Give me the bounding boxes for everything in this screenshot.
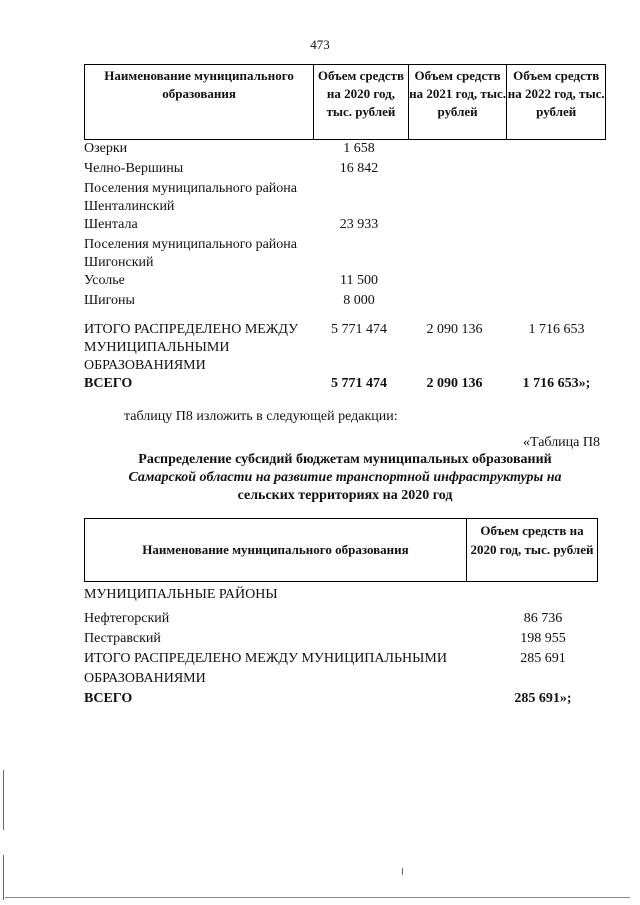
table1-header-2020: Объем средств на 2020 год, тыс. рублей bbox=[314, 65, 409, 139]
row-value: 285 691 bbox=[520, 651, 566, 666]
row-name: ИТОГО РАСПРЕДЕЛЕНО МЕЖДУ МУНИЦИПАЛЬНЫМИ ОБРАЗОВАНИЯМИ bbox=[84, 651, 447, 686]
row-value-2020: 5 771 474 bbox=[331, 322, 387, 337]
row-name: Челно-Вершины bbox=[84, 161, 184, 176]
table-row bbox=[84, 140, 606, 158]
table2-header-name: Наименование муниципального образования bbox=[85, 519, 467, 581]
total-value-2020: 5 771 474 bbox=[331, 376, 387, 391]
row-value-2020: 8 000 bbox=[343, 293, 375, 308]
row-value-2021: 2 090 136 bbox=[426, 322, 483, 337]
row-value-2020: 16 842 bbox=[339, 161, 379, 176]
table-row bbox=[84, 292, 606, 310]
row-value-2022 bbox=[507, 216, 606, 234]
row-value-2021 bbox=[402, 140, 507, 158]
section-heading bbox=[84, 585, 598, 605]
page-number: 473 bbox=[310, 37, 330, 52]
row-value-2021 bbox=[402, 216, 507, 234]
row-name: Усолье bbox=[84, 273, 125, 288]
caption-line-3: сельских территориях на 2020 год bbox=[237, 488, 453, 503]
row-value-2021 bbox=[402, 236, 507, 272]
section-label: МУНИЦИПАЛЬНЫЕ РАЙОНЫ bbox=[84, 587, 278, 602]
row-value-2021 bbox=[402, 292, 507, 310]
table1-header-2021: Объем средств на 2021 год, тыс. рублей bbox=[409, 65, 508, 139]
row-value-2022 bbox=[507, 236, 606, 272]
table1-header-2022: Объем средств на 2022 год, тыс. рублей bbox=[507, 68, 605, 119]
table-row-total bbox=[84, 375, 606, 393]
row-value-2020: 11 500 bbox=[340, 273, 378, 288]
total-value-2021: 2 090 136 bbox=[426, 376, 483, 391]
row-value-2020 bbox=[316, 236, 402, 272]
table-row bbox=[84, 236, 606, 272]
table-label: «Таблица П8 bbox=[523, 435, 600, 450]
scan-margin-line bbox=[3, 855, 4, 900]
row-name: Озерки bbox=[84, 141, 128, 156]
table-row-subtotal bbox=[84, 321, 606, 375]
row-value-2021 bbox=[402, 272, 507, 290]
table-row bbox=[84, 180, 606, 216]
table-row bbox=[84, 629, 598, 649]
instruction-text: таблицу П8 изложить в следующей редакции: bbox=[124, 409, 398, 424]
row-value-2022 bbox=[507, 272, 606, 290]
table2-header bbox=[84, 518, 598, 582]
scan-margin-line bbox=[3, 770, 4, 830]
caption-line-1: Распределение субсидий бюджетам муниципальных образований bbox=[138, 452, 552, 467]
row-name: Поселения муниципального района Шенталинский bbox=[84, 181, 298, 214]
table2-header-volume: Объем средств на 2020 год, тыс. рублей bbox=[470, 523, 594, 557]
table2-caption bbox=[84, 451, 606, 505]
row-name: Шентала bbox=[84, 217, 138, 232]
row-value-2021 bbox=[402, 180, 507, 216]
row-value: 198 955 bbox=[520, 631, 566, 646]
scan-dot bbox=[402, 868, 403, 875]
row-name: Поселения муниципального района Шигонский bbox=[84, 237, 298, 270]
table1-header bbox=[84, 64, 606, 140]
total-label: ВСЕГО bbox=[84, 376, 133, 391]
row-value: 86 736 bbox=[523, 611, 563, 626]
total-value-2022: 1 716 653»; bbox=[522, 376, 591, 391]
row-value-2020 bbox=[316, 180, 402, 216]
table-row bbox=[84, 160, 606, 178]
caption-line-2: Самарской области на развитие транспортной инфраструктуры на bbox=[128, 470, 562, 485]
table-row bbox=[84, 216, 606, 234]
row-value-2022: 1 716 653 bbox=[528, 322, 585, 337]
total-label: ВСЕГО bbox=[84, 691, 133, 706]
row-value-2022 bbox=[507, 160, 606, 178]
table-row-subtotal bbox=[84, 649, 598, 689]
row-value-2022 bbox=[507, 292, 606, 310]
total-value: 285 691»; bbox=[514, 691, 572, 706]
row-value-2020: 1 658 bbox=[343, 141, 375, 156]
table-row bbox=[84, 272, 606, 290]
row-value-2022 bbox=[507, 140, 606, 158]
table-row bbox=[84, 609, 598, 629]
table2-body bbox=[84, 585, 598, 709]
table1-body bbox=[84, 140, 606, 393]
row-value-2020: 23 933 bbox=[339, 217, 379, 232]
table-row-total bbox=[84, 689, 598, 709]
row-name: Пестравский bbox=[84, 631, 161, 646]
row-value-2021 bbox=[402, 160, 507, 178]
row-name: Шигоны bbox=[84, 293, 135, 308]
row-name: Нефтегорский bbox=[84, 611, 170, 626]
scan-bottom-edge bbox=[5, 897, 630, 898]
row-value-2022 bbox=[507, 180, 606, 216]
table1-header-name: Наименование муниципального образования bbox=[85, 65, 314, 139]
row-name: ИТОГО РАСПРЕДЕЛЕНО МЕЖДУ МУНИЦИПАЛЬНЫМИ ОБРАЗОВАНИЯМИ bbox=[84, 322, 298, 373]
